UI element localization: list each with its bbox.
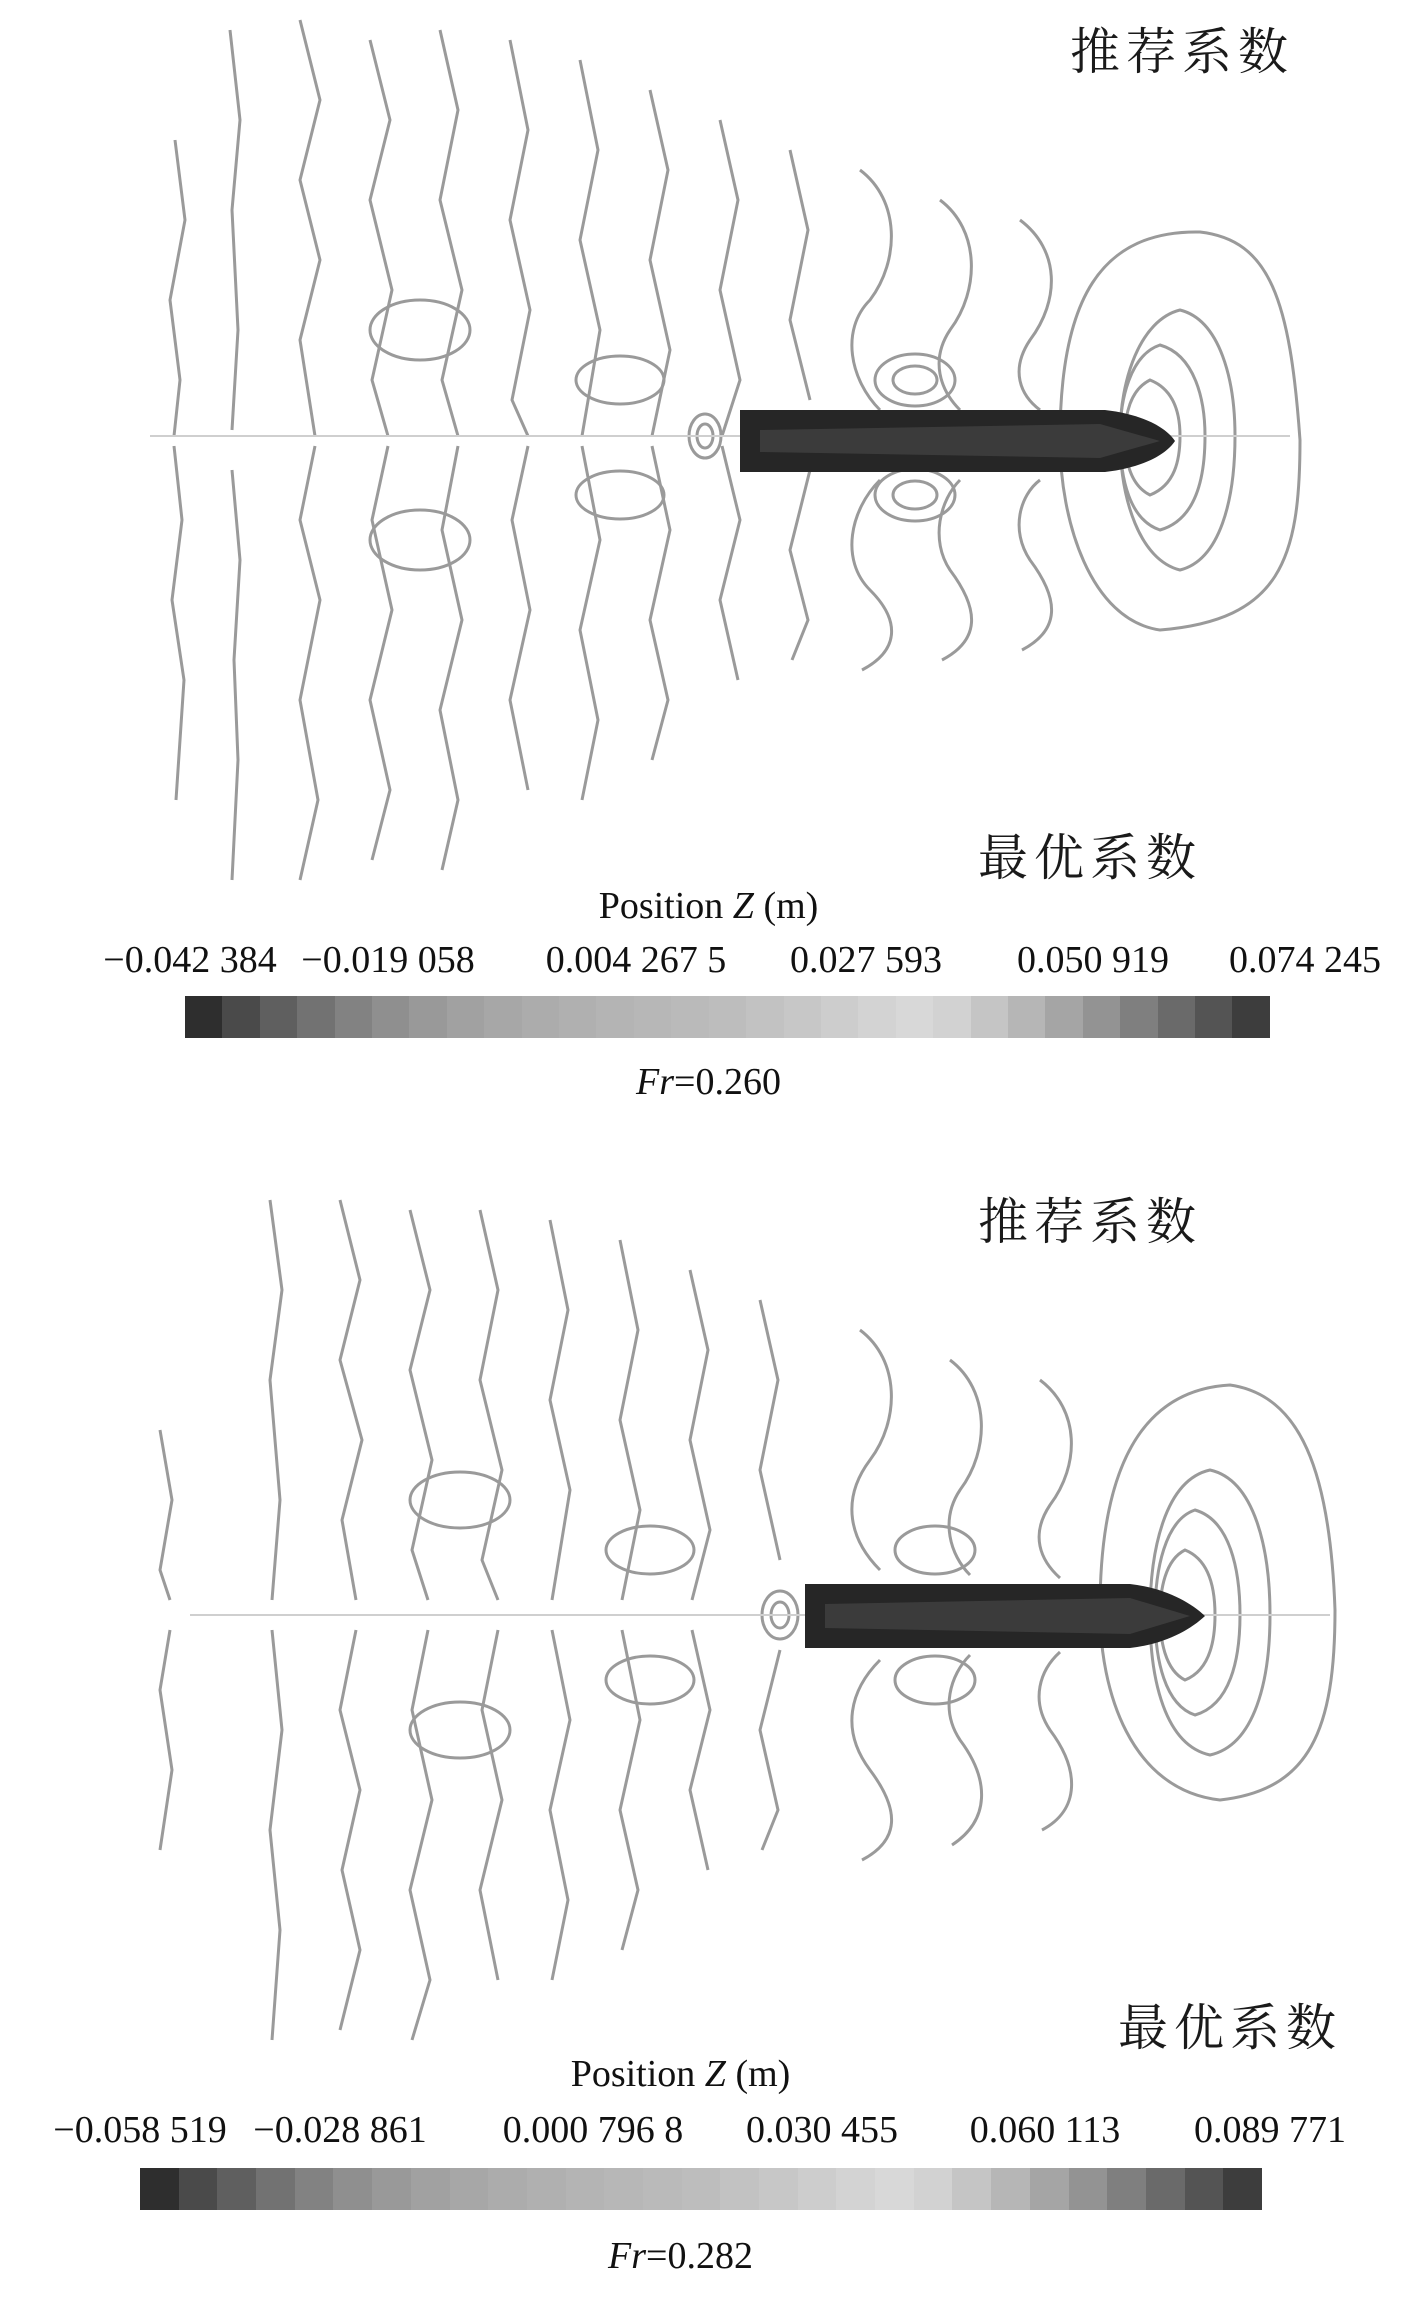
contour-ring [606,1656,694,1704]
contour-line [160,1430,172,1850]
colorbar-segment [333,2168,372,2210]
contour-ring [576,471,664,519]
colorbar-segment [1158,996,1195,1038]
contour-line [370,40,392,860]
colorbar-tick-label: 0.060 113 [969,2109,1121,2151]
colorbar-segment [411,2168,450,2210]
colorbar-segment [1069,2168,1108,2210]
colorbar-title-variable: Z [732,885,754,927]
colorbar-segment [759,2168,798,2210]
colorbar-segment [372,2168,411,2210]
colorbar-segment [1232,996,1269,1038]
colorbar-title [0,2052,1389,2096]
hull-highlight [825,1598,1190,1634]
contour-ring [895,1656,975,1704]
colorbar-segment [914,2168,953,2210]
wave-contour-plot [0,0,1417,900]
colorbar-segment [896,996,933,1038]
colorbar-segment [522,996,559,1038]
colorbar-segment [447,996,484,1038]
contour-line [690,1270,710,1870]
colorbar-tick-label: 0.074 245 [1229,939,1381,981]
colorbar-segment [1107,2168,1146,2210]
colorbar-title-unit: (m) [735,2053,791,2095]
contour-line [230,30,240,880]
contour-line [720,120,740,680]
colorbar-segment [140,2168,179,2210]
colorbar-segment [372,996,409,1038]
colorbar-segment [566,2168,605,2210]
contour-line [760,1300,780,1850]
colorbar-segment [185,996,222,1038]
colorbar-segment [1185,2168,1224,2210]
colorbar-tick-label: 0.089 771 [1194,2109,1346,2151]
contour-ring [606,1526,694,1574]
colorbar-segment [952,2168,991,2210]
colorbar-tick-label: 0.050 919 [1017,939,1169,981]
contour-ring [370,510,470,570]
hull-highlight [760,424,1160,458]
colorbar-segment [596,996,633,1038]
colorbar-title-unit: (m) [763,885,819,927]
colorbar-tick-label: −0.042 384 [103,939,277,981]
colorbar-segment [798,2168,837,2210]
colorbar-segment [527,2168,566,2210]
colorbar-segment [720,2168,759,2210]
wave-contour-plot [0,1170,1417,2060]
contour-ring [576,356,664,404]
colorbar-segment [260,996,297,1038]
froude-number [0,1060,1417,1104]
colorbar-segment [335,996,372,1038]
colorbar-title-variable: Z [704,2053,726,2095]
colorbar-segment [604,2168,643,2210]
colorbar-tick-label: −0.028 861 [253,2109,427,2151]
colorbar-tick-label: −0.019 058 [301,939,475,981]
contour-ring [895,1526,975,1574]
colorbar-tick-label: 0.030 455 [746,2109,898,2151]
contour-line [410,1210,432,2040]
contour-line [510,40,530,790]
colorbar-segment [1030,2168,1069,2210]
colorbar-ticks [0,938,1417,982]
contour-ring [893,481,937,509]
contour-ring [893,366,937,394]
wave-panel-fr-0-282 [0,1170,1417,2324]
colorbar-segment [933,996,970,1038]
colorbar-segment [682,2168,721,2210]
colorbar-tick-label: 0.000 796 8 [502,2109,684,2151]
colorbar-segment [875,2168,914,2210]
recommended-coefficient-label: 推荐系数 [978,1193,1202,1251]
colorbar-segment [1146,2168,1185,2210]
contour-line [270,1200,282,2040]
colorbar-segment [971,996,1008,1038]
optimal-coefficient-label: 最优系数 [978,829,1202,887]
colorbar-segment [1083,996,1120,1038]
colorbar-segment [709,996,746,1038]
colorbar-segment [297,996,334,1038]
contour-line [580,60,600,800]
colorbar-segment [450,2168,489,2210]
colorbar-segment [484,996,521,1038]
colorbar-segment [1223,2168,1262,2210]
contour-ring [875,469,955,521]
froude-symbol: Fr [608,2235,647,2277]
contour-line [650,90,670,760]
contour-line [480,1210,502,1980]
colorbar-segment [671,996,708,1038]
contour-line [550,1220,570,1980]
recommended-coefficient-label: 推荐系数 [1070,23,1294,81]
contour-line [170,140,185,800]
colorbar-title-prefix: Position [570,2053,705,2095]
colorbar-segment [409,996,446,1038]
froude-value: =0.282 [646,2235,753,2277]
colorbar-segment [179,2168,218,2210]
colorbar-segment [295,2168,334,2210]
froude-symbol: Fr [636,1061,675,1103]
wave-panel-fr-0-260 [0,0,1417,1110]
colorbar-segment [559,996,596,1038]
colorbar-segment [1195,996,1232,1038]
colorbar-segment [488,2168,527,2210]
colorbar-segment [256,2168,295,2210]
colorbar-segment [821,996,858,1038]
contour-line [620,1240,640,1950]
optimal-coefficient-label: 最优系数 [1118,1999,1342,2057]
contour-ring [370,300,470,360]
colorbar-title-prefix: Position [598,885,733,927]
colorbar-segment [643,2168,682,2210]
colorbar-ticks [0,2108,1417,2152]
colorbar-tick-label: 0.004 267 5 [545,939,727,981]
colorbar-segment [222,996,259,1038]
colorbar-segment [217,2168,256,2210]
froude-number [0,2234,1389,2278]
froude-value: =0.260 [674,1061,781,1103]
colorbar-segment [746,996,783,1038]
colorbar-segment [836,2168,875,2210]
contour-ring [410,1702,510,1758]
colorbar-segment [858,996,895,1038]
colorbar-segment [1045,996,1082,1038]
colorbar-tick-label: 0.027 593 [790,939,942,981]
contour-line [440,30,462,870]
contour-line [300,20,320,880]
colorbar-segment [991,2168,1030,2210]
colorbar-segment [1008,996,1045,1038]
colorbar-segment [784,996,821,1038]
colorbar [140,2168,1262,2210]
colorbar-title [0,884,1417,928]
colorbar-segment [634,996,671,1038]
colorbar-segment [1120,996,1157,1038]
contour-line [790,150,810,660]
colorbar [185,996,1270,1038]
colorbar-tick-label: −0.058 519 [53,2109,227,2151]
